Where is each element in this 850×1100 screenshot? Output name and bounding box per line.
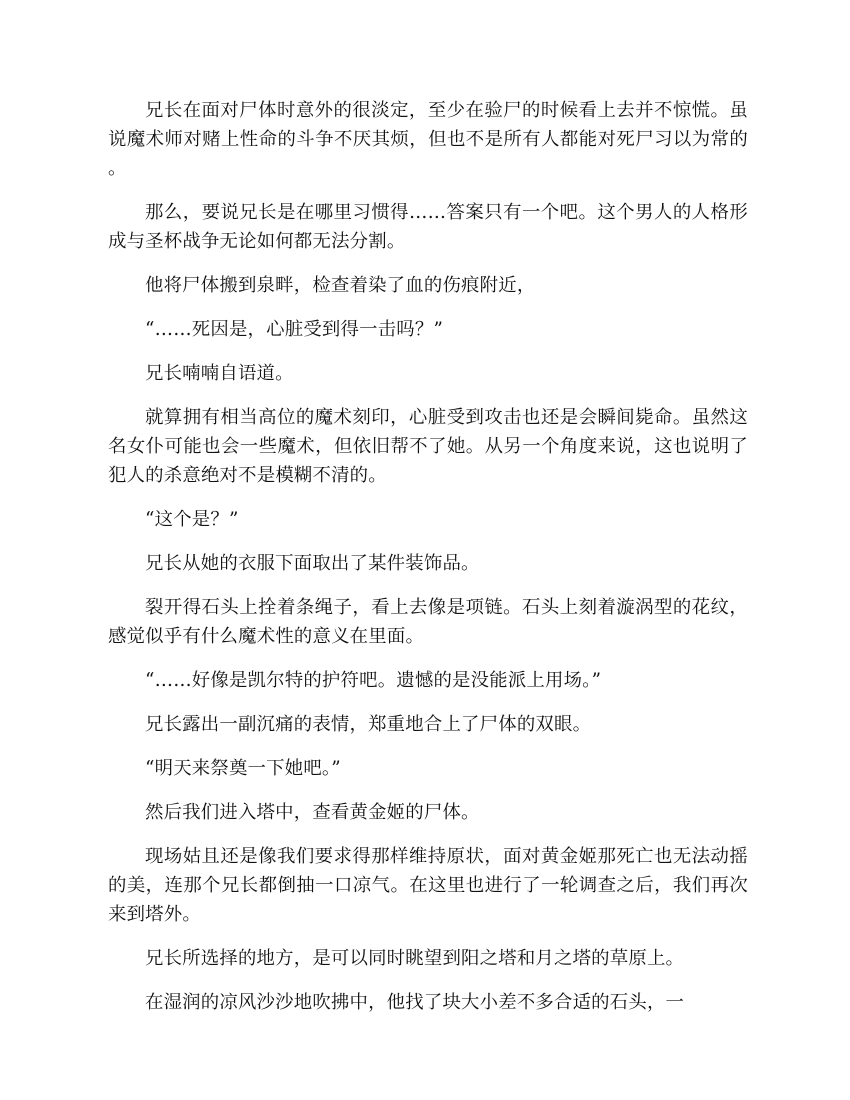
paragraph: 兄长从她的衣服下面取出了某件装饰品。	[145, 553, 480, 574]
paragraph: 兄长在面对尸体时意外的很淡定，至少在验尸的时候看上去并不惊慌。虽说魔术师对赌上性命的斗争不厌其烦，但也不是所有人都能对死尸习以为常的。	[108, 100, 748, 179]
paragraph: 裂开得石头上拴着条绳子，看上去像是项链。石头上刻着漩涡型的花纹，感觉似乎有什么魔术性的意义在里面。	[108, 597, 748, 647]
paragraph: 现场姑且还是像我们要求得那样维持原状，面对黄金姬那死亡也无法动摇的美，连那个兄长都倒抽一口凉气。在这里也进行了一轮调查之后，我们再次来到塔外。	[108, 846, 748, 925]
paragraph: 然后我们进入塔中，查看黄金姬的尸体。	[145, 802, 480, 823]
paragraph: 兄长喃喃自语道。	[145, 363, 294, 384]
paragraph: “……死因是，心脏受到得一击吗？”	[145, 319, 444, 340]
paragraph: 在湿润的凉风沙沙地吹拂中，他找了块大小差不多合适的石头，一	[145, 992, 685, 1013]
paragraph: “明天来祭奠一下她吧。”	[145, 758, 341, 779]
paragraph: 兄长所选择的地方，是可以同时眺望到阳之塔和月之塔的草原上。	[145, 948, 685, 969]
document-body	[108, 96, 748, 1032]
paragraph: “……好像是凯尔特的护符吧。遗憾的是没能派上用场。”	[145, 670, 602, 691]
paragraph: 那么，要说兄长是在哪里习惯得……答案只有一个吧。这个男人的人格形成与圣杯战争无论如何都无法分割。	[108, 202, 748, 252]
paragraph: “这个是？”	[145, 509, 239, 530]
paragraph: 就算拥有相当高位的魔术刻印，心脏受到攻击也还是会瞬间毙命。虽然这名女仆可能也会一些魔术，但依旧帮不了她。从另一个角度来说，这也说明了犯人的杀意绝对不是模糊不清的。	[108, 407, 748, 486]
paragraph: 他将尸体搬到泉畔，检查着染了血的伤痕附近，	[145, 275, 536, 296]
paragraph: 兄长露出一副沉痛的表情，郑重地合上了尸体的双眼。	[145, 714, 592, 735]
